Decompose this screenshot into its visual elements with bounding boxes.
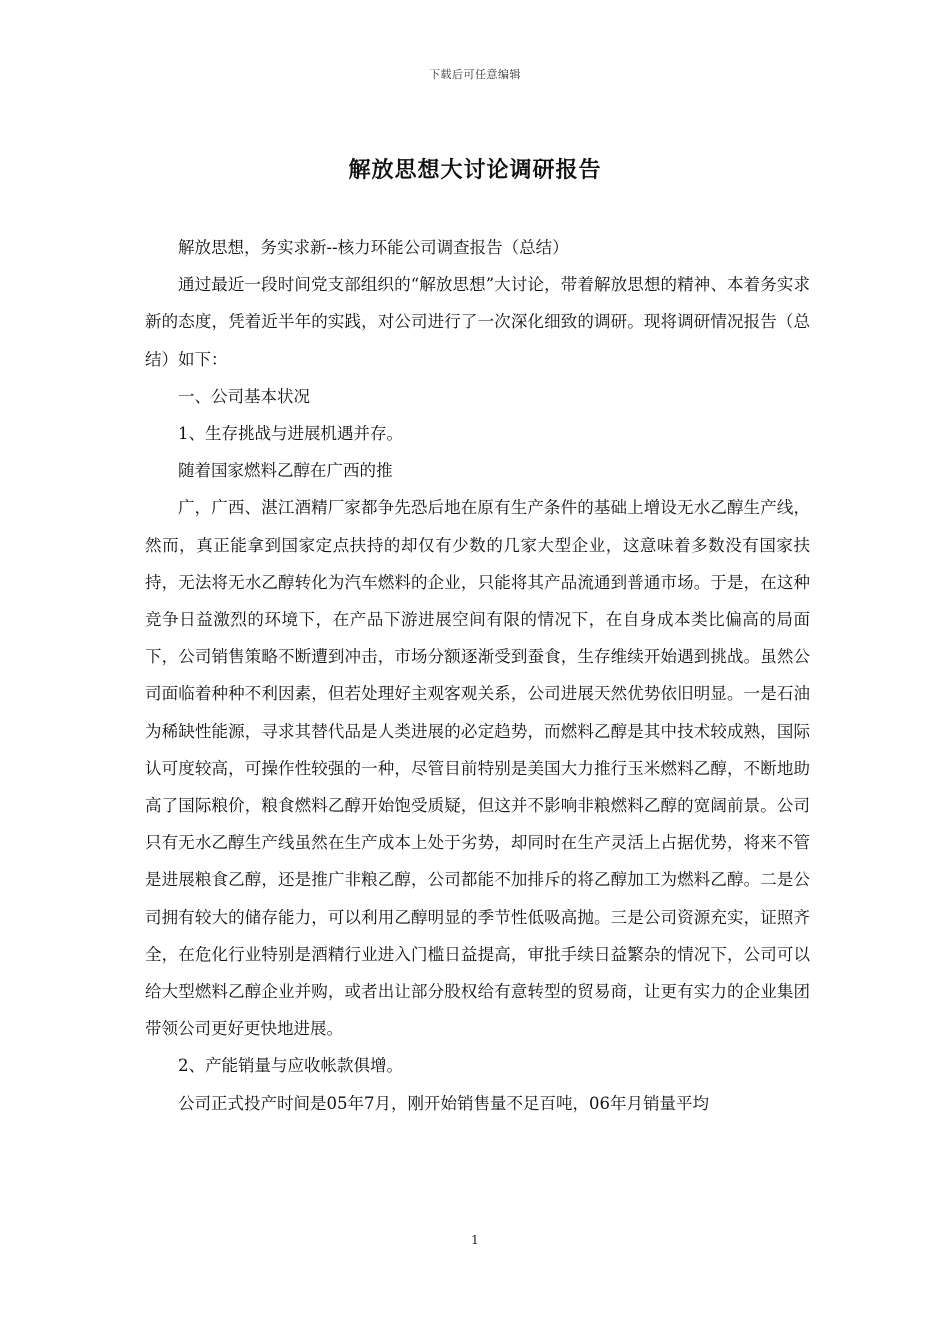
section-heading-1: 一、公司基本状况 <box>178 386 310 406</box>
subsection-heading-1: 1、生存挑战与进展机遇并存。 <box>178 424 403 444</box>
paragraph-intro: 通过最近一段时间党支部组织的“解放思想”大讨论，带着解放思想的精神、本着务实求新的态度，凭着近半年的实践，对公司进行了一次深化细致的调研。现将调研情况报告（总结）如下： <box>145 275 810 369</box>
header-note: 下载后可任意编辑 <box>429 68 521 81</box>
paragraph-last: 公司正式投产时间是05年7月，刚开始销售量不足百吨，06年月销量平均 <box>178 1093 709 1113</box>
document-body <box>145 229 810 1122</box>
subsection-heading-2: 2、产能销量与应收帐款俱增。 <box>178 1056 403 1076</box>
document-title: 解放思想大讨论调研报告 <box>348 157 602 183</box>
page-number: 1 <box>471 1233 479 1247</box>
paragraph-subtitle: 解放思想，务实求新--核力环能公司调查报告（总结） <box>178 238 569 257</box>
paragraph-main: 广，广西、湛江酒精厂家都争先恐后地在原有生产条件的基础上增设无水乙醇生产线，然而，真正能拿到国家定点扶持的却仅有少数的几家大型企业，这意味着多数没有国家扶持，无法将无水乙醇转化为汽车燃料的企业，只能将其产品流通到普通市场。于是，在这种竞争日益激烈的环境下，在产品下游进展空间有限的情况下，在自身成本类比偏高的局面下，公司销售策略不断遭到冲击，市场分额逐渐受到蚕食，生存维续开始遇到挑战。虽然公司面临着种种不利因素，但若处理好主观客观关系，公司进展天然优势依旧明显。一是石油为稀缺性能源，寻求其替代品是人类进展的必定趋势，而燃料乙醇是其中技术较成熟，国际认可度较高，可操作性较强的一种，尽管目前特别是美国大力推行玉米燃料乙醇，不断地助高了国际粮价，粮食燃料乙醇开始饱受质疑，但这并不影响非粮燃料乙醇的宽阔前景。公司只有无水乙醇生产线虽然在生产成本上处于劣势，却同时在生产灵活上占据优势，将来不管是进展粮食乙醇，还是推广非粮乙醇，公司都能不加排斥的将乙醇加工为燃料乙醇。二是公司拥有较大的储存能力，可以利用乙醇明显的季节性低吸高抛。三是公司资源充实，证照齐全，在危化行业特别是酒精行业进入门槛日益提高，审批手续日益繁杂的情况下，公司可以给大型燃料乙醇企业并购，或者出让部分股权给有意转型的贸易商，让更有实力的企业集团带领公司更好更快地进展。 <box>145 498 810 1039</box>
paragraph-fragment: 随着国家燃料乙醇在广西的推 <box>178 461 393 481</box>
